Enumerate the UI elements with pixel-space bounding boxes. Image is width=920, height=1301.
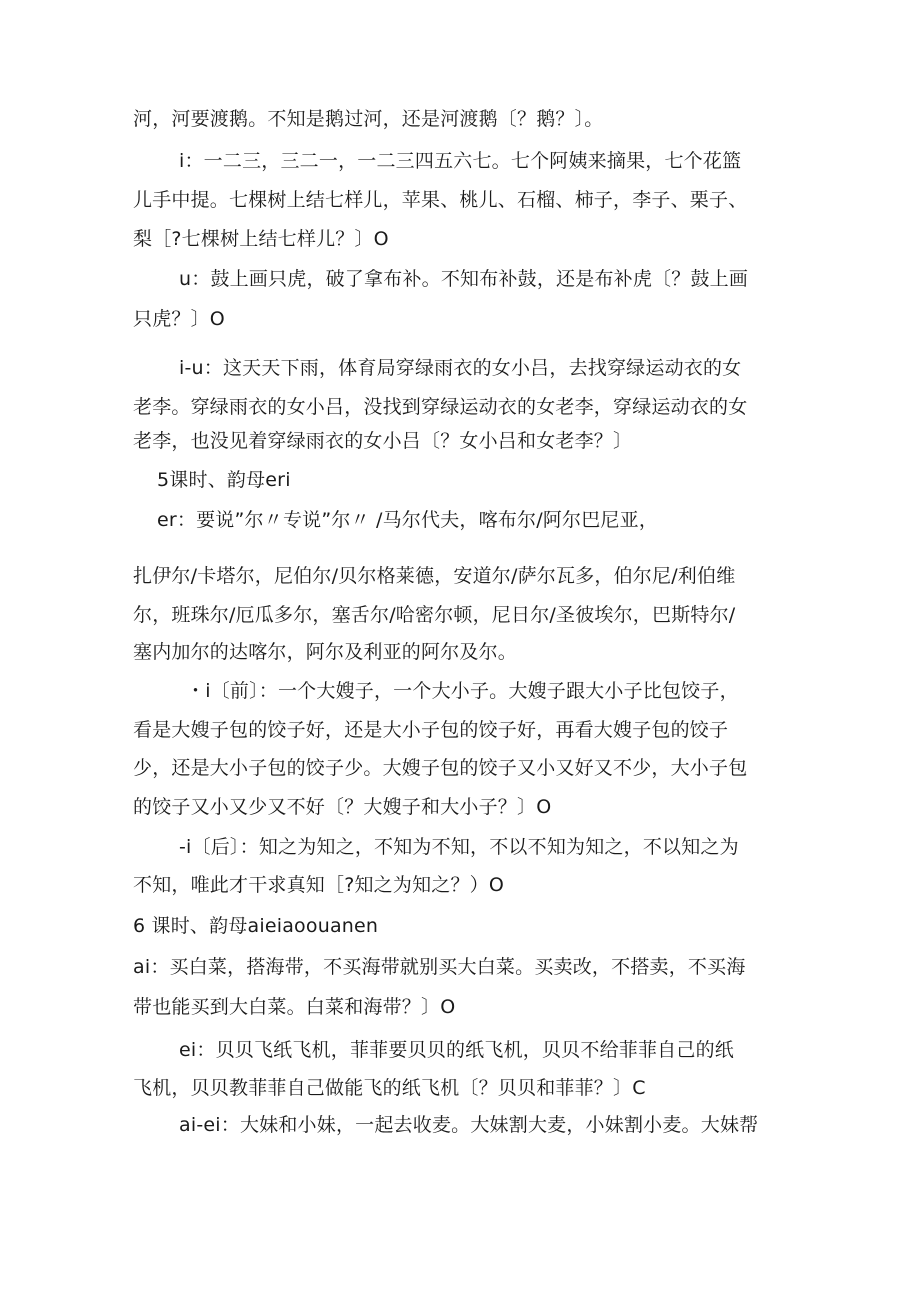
text-line-18: 的饺子又小又少又不好〔？大嫂子和大小子？〕O [133,796,552,818]
text-line-6: 只虎？〕O [133,308,225,330]
text-line-15: ・i〔前〕：一个大嫂子，一个大小子。大嫂子跟大小子比包饺子， [186,680,739,702]
text-line-5: u：鼓上画只虎，破了拿布补。不知布补鼓，还是布补虎〔？鼓上画 [179,268,749,290]
text-line-11: er：要说”尔〃专说”尔〃 /马尔代夫，喀布尔/阿尔巴尼亚， [157,509,659,531]
text-line-3: 儿手中提。七棵树上结七样儿，苹果、桃儿、石榴、柿子，李子、栗子、 [133,189,748,211]
text-line-12: 扎伊尔/卡塔尔，尼伯尔/贝尔格莱德，安道尔/萨尔瓦多，伯尔尼/利伯维 [133,565,736,587]
text-line-19: -i〔后〕：知之为知之，不知为不知，不以不知为知之，不以知之为 [179,836,739,858]
text-line-24: ei：贝贝飞纸飞机，菲菲要贝贝的纸飞机，贝贝不给菲菲自己的纸 [179,1039,734,1061]
text-line-14: 塞内加尔的达喀尔，阿尔及利亚的阿尔及尔。 [133,641,518,663]
section-heading-5: 5课时、韵母eri [157,469,291,491]
text-line-26: ai-ei：大妹和小妹，一起去收麦。大妹割大麦，小妹割小麦。大妹帮 [179,1114,759,1136]
text-line-4: 梨［?七棵树上结七样儿？〕O [133,228,389,250]
section-heading-6: 6 课时、韵母aieiaoouanen [133,915,379,937]
text-line-23: 带也能买到大白菜。白菜和海带？〕O [133,996,456,1018]
text-line-1: 河，河要渡鹅。不知是鹅过河，还是河渡鹅〔？鹅？〕。 [133,108,604,130]
text-line-25: 飞机，贝贝教菲菲自己做能飞的纸飞机〔？贝贝和菲菲？〕C [133,1077,646,1099]
text-line-8: 老李。穿绿雨衣的女小吕，没找到穿绿运动衣的女老李，穿绿运动衣的女 [133,396,748,418]
text-line-20: 不知，唯此才干求真知［?知之为知之？）O [133,874,505,896]
text-line-16: 看是大嫂子包的饺子好，还是大小子包的饺子好，再看大嫂子包的饺子 [133,719,729,741]
text-line-22: ai：买白菜，搭海带，不买海带就别买大白菜。买卖改，不搭卖，不买海 [133,956,746,978]
text-line-13: 尔，班珠尔/厄瓜多尔，塞舌尔/哈密尔顿，尼日尔/圣彼埃尔，巴斯特尔/ [133,604,736,626]
text-line-17: 少，还是大小子包的饺子少。大嫂子包的饺子又小又好又不少，大小子包 [133,757,748,779]
text-line-9: 老李，也没见着穿绿雨衣的女小吕〔？女小吕和女老李？〕 [133,430,633,452]
text-line-7: i-u：这天天下雨，体育局穿绿雨衣的女小吕，去找穿绿运动衣的女 [179,357,742,379]
text-line-2: i：一二三，三二一，一二三四五六七。七个阿姨来摘果，七个花篮 [179,150,742,172]
